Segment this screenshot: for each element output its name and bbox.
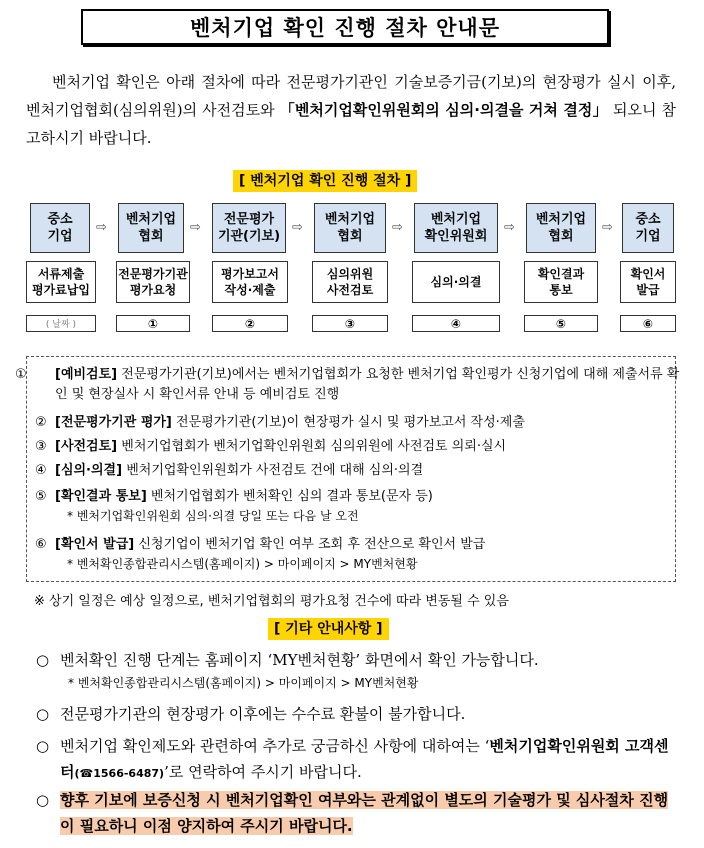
arrow-icon: ⇨ [392,220,403,235]
arrow-icon: ⇨ [190,220,201,235]
procedure-heading: [ 벤처기업 확인 진행 절차 ] [233,170,417,192]
info-bullet: ○ 벤처확인 진행 단계는 홈페이지 ‘MY벤처현황’ 화면에서 확인 가능합니다. [36,651,539,669]
other-heading: [ 기타 안내사항 ] [268,618,389,640]
warning-bullet: ○ 향후 기보에 보증신청 시 벤처기업확인 여부와는 관계없이 별도의 기술평가 및 심사절차 진행이 필요하니 이점 양지하여 주시기 바랍니다. [36,791,669,835]
step-box: 벤처기업 협회 [118,203,184,253]
info-sub: * 벤처확인종합관리시스템(홈페이지) > 마이페이지 > MY벤처현황 [68,676,419,690]
date-label: ( 날짜 ) [26,315,96,332]
detail-box [15,356,680,582]
step-box: 벤처기업 협회 [526,203,596,253]
intro-bold: 「벤처기업확인위원회의 심의·의결을 거쳐 결정」 [279,101,608,119]
action-box: 확인결과 통보 [524,261,598,303]
intro-text-1: 벤처기업 확인은 아래 절차에 따라 전문평가기관인 기술보증기금(기보)의 현장평가 실시 이후, 벤처기업협회(심의위원)의 사전검토와 [26,73,676,119]
detail-sub: * 벤처확인종합관리시스템(홈페이지) > 마이페이지 > MY벤처현황 [67,557,418,571]
arrow-icon: ⇨ [292,220,303,235]
step-number: ③ [312,315,388,332]
step-number: ② [212,315,288,332]
action-box: 평가보고서 작성·제출 [212,261,288,303]
detail-item: ⑤ [확인결과 통보] 벤처기업협회가 벤처확인 심의 결과 통보(문자 등) [35,489,433,504]
intro-paragraph [26,68,676,152]
detail-item: ① [예비검토] 전문평가기관(기보)에서는 벤처기업협회가 요청한 벤처기업 확인평가 신청기업에 대해 제출서류 확인 및 현장실사 시 확인서류 안내 등 예비검토 진행 [15,367,680,402]
step-box: 벤처기업 확인위원회 [414,203,498,253]
arrow-icon: ⇨ [504,220,515,235]
action-box: 심의·의결 [412,261,500,303]
step-box: 벤처기업 협회 [314,203,386,253]
procedure-flow [26,203,678,333]
detail-item: ⑥ [확인서 발급] 신청기업이 벤처기업 확인 여부 조회 후 전산으로 확인서 발급 [35,537,486,552]
action-box: 확인서 발급 [620,261,676,303]
step-box: 전문평가 기관(기보) [212,203,286,253]
arrow-icon: ⇨ [602,220,613,235]
step-number: ⑤ [524,315,598,332]
action-box: 심의위원 사전검토 [312,261,388,303]
detail-item: ② [전문평가기관 평가] 전문평가기관(기보)이 현장평가 실시 및 평가보고서 작성·제출 [35,415,525,430]
schedule-note: ※ 상기 일정은 예상 일정으로, 벤처기업협회의 평가요청 건수에 따라 변동될 수 있음 [34,594,509,609]
step-box: 중소 기업 [30,203,90,253]
action-box: 서류제출 평가료납입 [26,261,96,303]
detail-item: ③ [사전검토] 벤처기업협회가 벤처기업확인위원회 심의위원에 사전검토 의뢰·실시 [35,439,507,454]
step-box: 중소 기업 [622,203,674,253]
action-box: 전문평가기관 평가요청 [116,261,190,303]
detail-sub: * 벤처기업확인위원회 심의·의결 당일 또는 다음 날 오전 [67,509,359,523]
page-title: 벤처기업 확인 진행 절차 안내문 [81,9,609,45]
arrow-icon: ⇨ [96,220,107,235]
info-bullet: ○ 벤처기업 확인제도와 관련하여 추가로 궁금하신 사항에 대하여는 ‘벤처기업확인위원회 고객센터(☎1566-6487)’로 연락하여 주시기 바랍니다. [36,737,669,781]
detail-item: ④ [심의·의결] 벤처기업확인위원회가 사전검토 건에 대해 심의·의결 [35,463,424,478]
intro-text-2: 되오니 참고하시기 바랍니다. [26,101,676,147]
step-number: ① [116,315,190,332]
step-number: ④ [412,315,500,332]
info-bullet: ○ 전문평가기관의 현장평가 이후에는 수수료 환불이 불가합니다. [36,705,466,723]
step-number: ⑥ [620,315,676,332]
